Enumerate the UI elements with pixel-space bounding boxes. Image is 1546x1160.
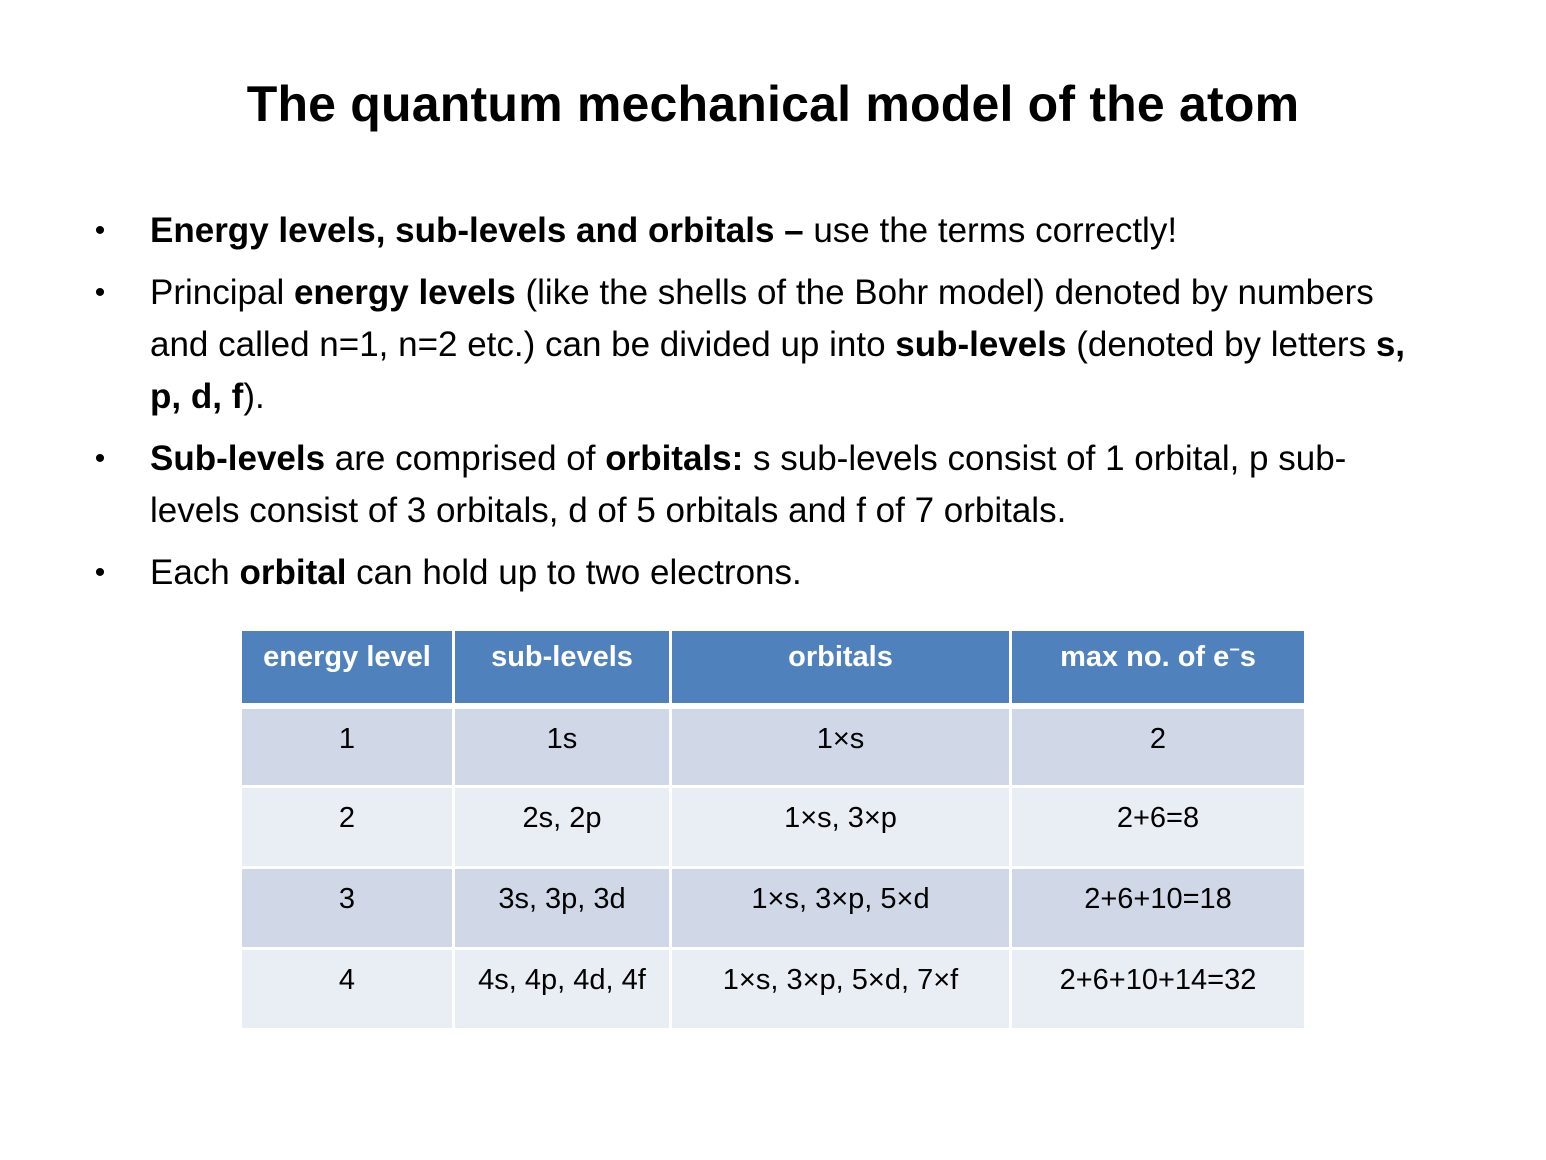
cell-max-electrons: 2 bbox=[1011, 706, 1306, 787]
table-row bbox=[241, 706, 1306, 787]
cell-energy-level: 1 bbox=[241, 706, 454, 787]
header-energy-level: energy level bbox=[241, 630, 454, 706]
bullet-dot-icon: • bbox=[94, 442, 106, 475]
bullet-text-bold: sub-levels bbox=[895, 325, 1067, 364]
bullet-text: use the terms correctly! bbox=[803, 211, 1178, 250]
table-row bbox=[241, 868, 1306, 949]
cell-max-electrons: 2+6=8 bbox=[1011, 787, 1306, 868]
cell-orbitals: 1×s bbox=[671, 706, 1011, 787]
bullet-item bbox=[90, 267, 1420, 423]
bullet-text: are comprised of bbox=[325, 439, 606, 478]
slide-title: The quantum mechanical model of the atom bbox=[246, 76, 1300, 132]
table-row bbox=[241, 949, 1306, 1030]
cell-energy-level: 4 bbox=[241, 949, 454, 1030]
cell-orbitals: 1×s, 3×p bbox=[671, 787, 1011, 868]
energy-level-table bbox=[239, 628, 1307, 1031]
bullet-text-bold: orbital bbox=[239, 553, 347, 592]
bullet-text-bold: Energy levels, sub-levels and orbitals – bbox=[150, 211, 804, 250]
header-orbitals: orbitals bbox=[671, 630, 1011, 706]
bullet-text-bold: s, p, d, f bbox=[150, 325, 1406, 416]
bullet-dot-icon: • bbox=[94, 556, 106, 589]
cell-orbitals: 1×s, 3×p, 5×d, 7×f bbox=[671, 949, 1011, 1030]
bullet-text: ). bbox=[243, 377, 265, 416]
header-max-electrons bbox=[1011, 630, 1306, 706]
bullet-text: s sub-levels consist of 1 orbital, p sub-levels consist of 3 orbitals, d of 5 orbitals and f of 7 orbitals. bbox=[150, 439, 1347, 530]
bullet-dot-icon: • bbox=[94, 214, 106, 247]
bullet-text-bold: orbitals: bbox=[605, 439, 744, 478]
header-max-electrons-sup: − bbox=[1229, 639, 1240, 660]
bullet-list bbox=[90, 205, 1420, 609]
bullet-text-bold: energy levels bbox=[293, 273, 516, 312]
header-max-electrons-label: max no. of e bbox=[1060, 641, 1230, 673]
cell-sub-levels: 4s, 4p, 4d, 4f bbox=[454, 949, 671, 1030]
bullet-item bbox=[90, 547, 1420, 599]
cell-max-electrons: 2+6+10=18 bbox=[1011, 868, 1306, 949]
energy-level-table-container bbox=[239, 628, 1307, 1031]
cell-orbitals: 1×s, 3×p, 5×d bbox=[671, 868, 1011, 949]
bullet-text: (denoted by letters bbox=[1066, 325, 1376, 364]
cell-sub-levels: 1s bbox=[454, 706, 671, 787]
cell-sub-levels: 3s, 3p, 3d bbox=[454, 868, 671, 949]
cell-energy-level: 2 bbox=[241, 787, 454, 868]
cell-energy-level: 3 bbox=[241, 868, 454, 949]
header-max-electrons-suffix: s bbox=[1239, 641, 1256, 673]
bullet-dot-icon: • bbox=[94, 276, 106, 309]
bullet-item bbox=[90, 205, 1420, 257]
bullet-text: can hold up to two electrons. bbox=[346, 553, 802, 592]
cell-sub-levels: 2s, 2p bbox=[454, 787, 671, 868]
bullet-item bbox=[90, 433, 1420, 537]
bullet-text: Each bbox=[150, 553, 240, 592]
table-row bbox=[241, 787, 1306, 868]
bullet-text-bold: Sub-levels bbox=[150, 439, 326, 478]
table-header-row bbox=[241, 630, 1306, 706]
bullet-text: (like the shells of the Bohr model) denoted by numbers and called n=1, n=2 etc.) can be divided up into bbox=[150, 273, 1374, 364]
header-sub-levels: sub-levels bbox=[454, 630, 671, 706]
bullet-text: Principal bbox=[150, 273, 294, 312]
cell-max-electrons: 2+6+10+14=32 bbox=[1011, 949, 1306, 1030]
